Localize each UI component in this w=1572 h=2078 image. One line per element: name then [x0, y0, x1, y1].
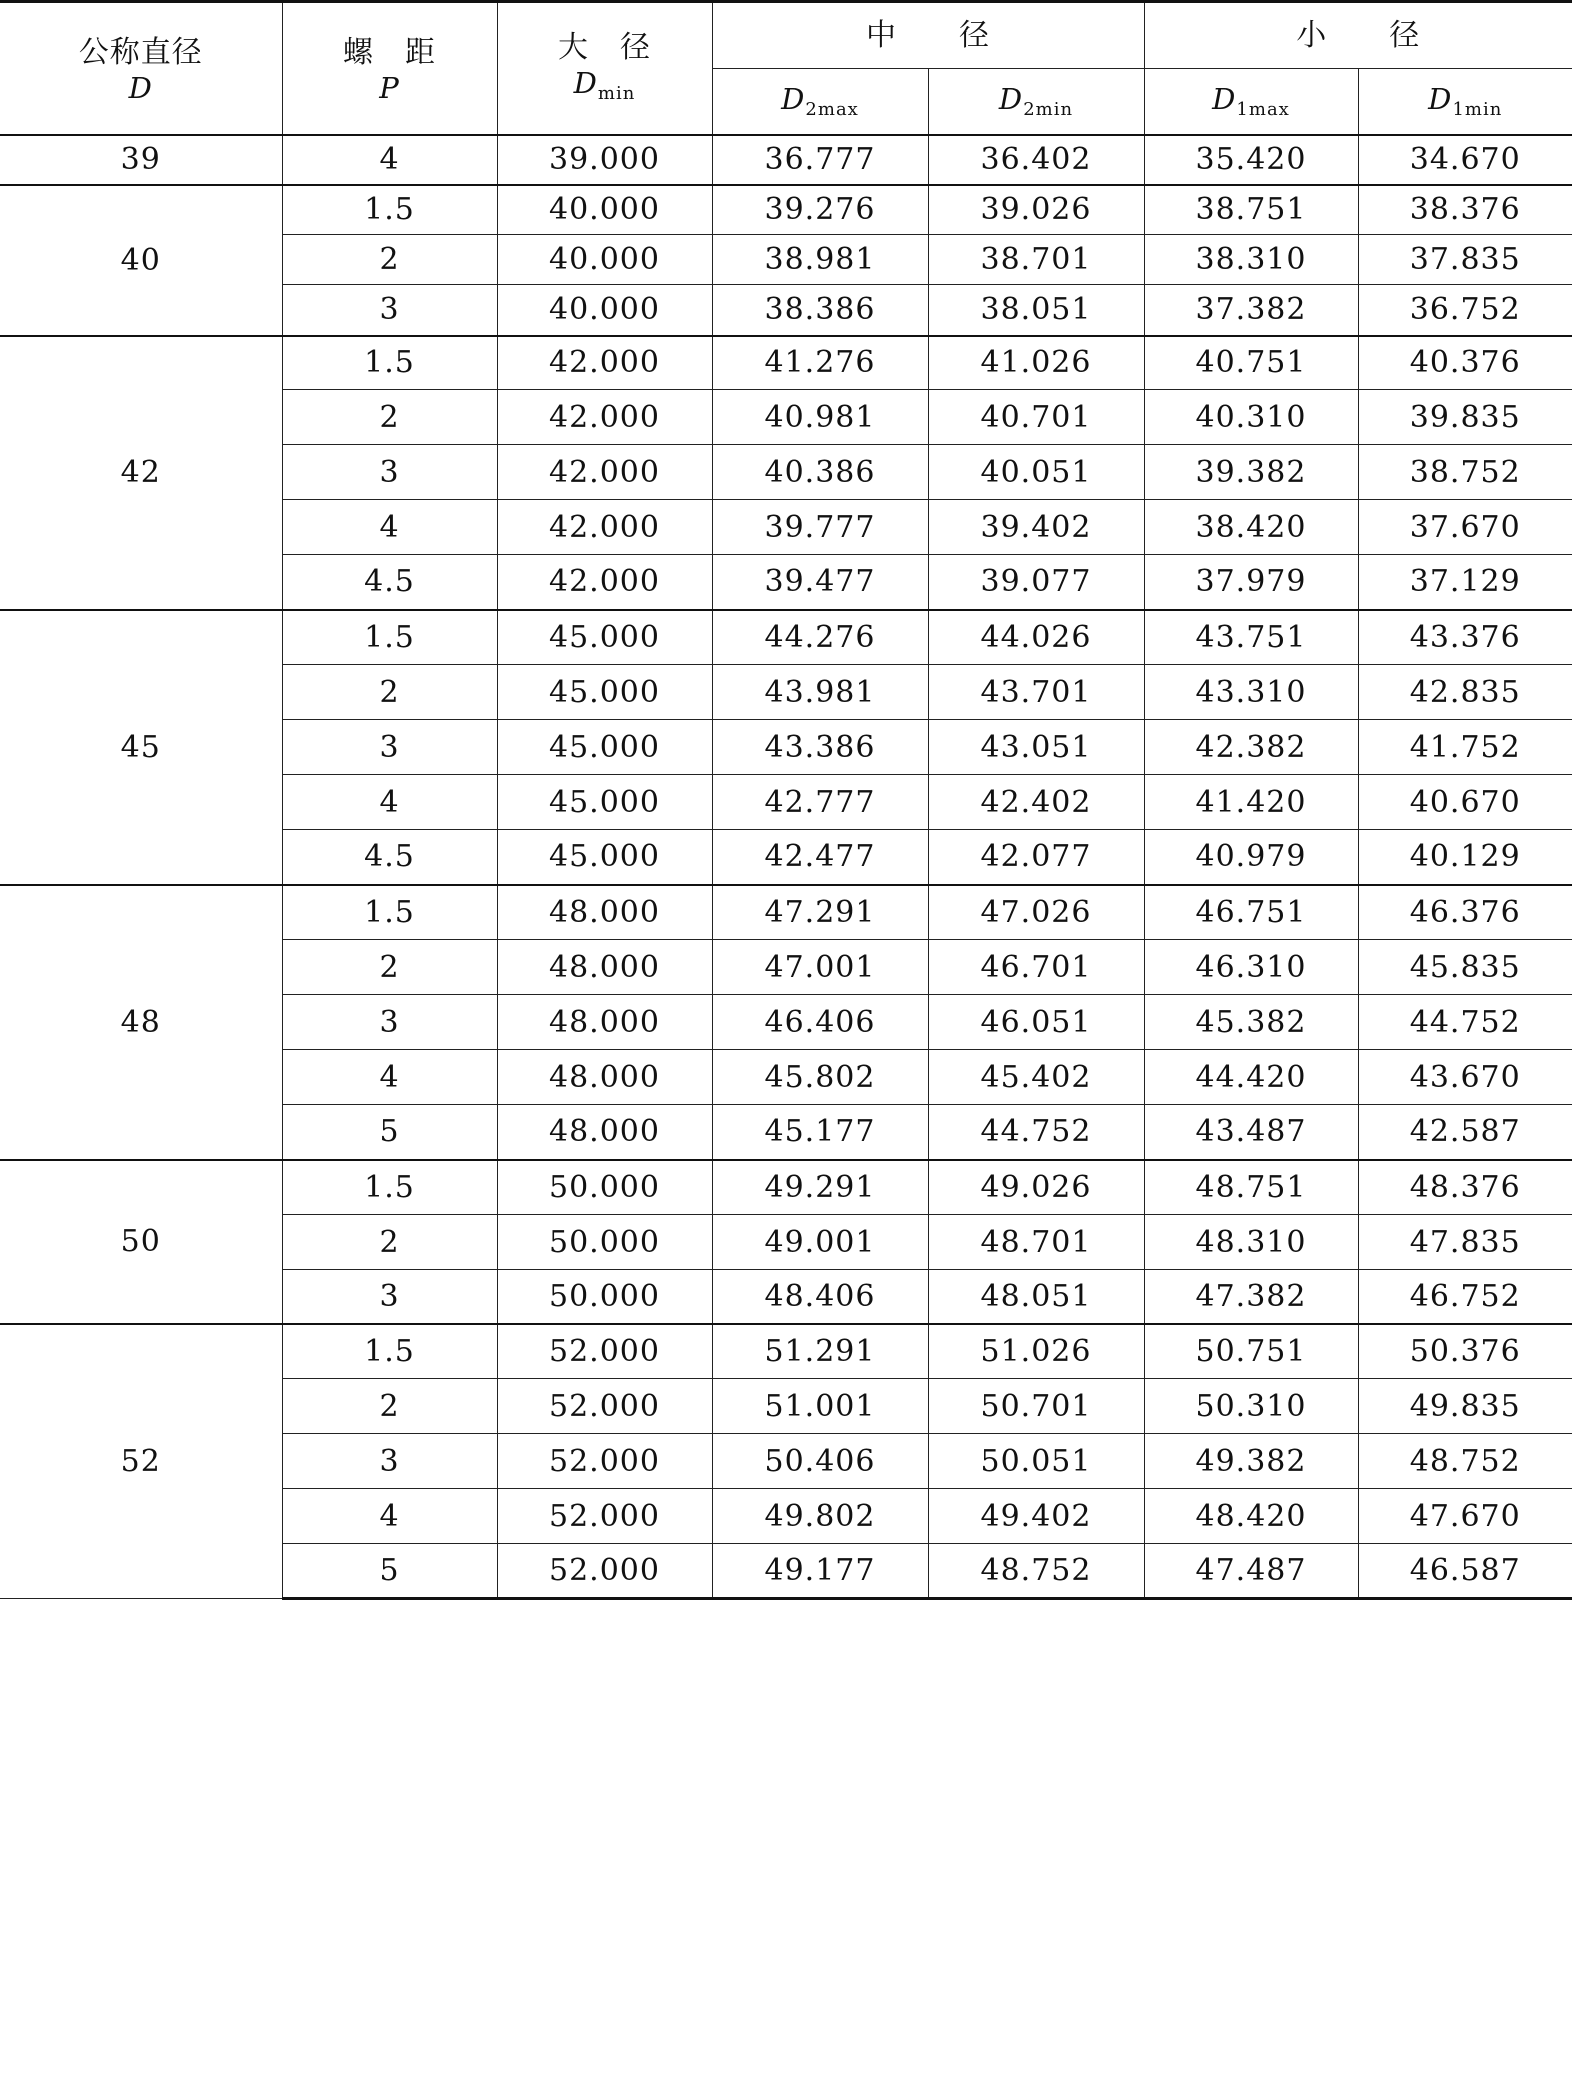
nominal-diameter-cell: 39 — [0, 135, 282, 185]
header-d2max — [712, 69, 928, 135]
major-diameter-cell: 50.000 — [497, 1160, 712, 1215]
header-row-1 — [0, 2, 1572, 69]
d1min-cell: 37.670 — [1358, 500, 1572, 555]
major-diameter-cell: 40.000 — [497, 285, 712, 336]
major-diameter-cell: 52.000 — [497, 1489, 712, 1544]
major-diameter-cell: 42.000 — [497, 445, 712, 500]
nominal-diameter-cell: 45 — [0, 610, 282, 885]
d1max-cell: 43.487 — [1144, 1105, 1358, 1160]
d1max-cell: 47.382 — [1144, 1270, 1358, 1324]
d2max-cell: 36.777 — [712, 135, 928, 185]
d1max-cell: 46.310 — [1144, 940, 1358, 995]
d1max-cell: 43.310 — [1144, 665, 1358, 720]
major-diameter-cell: 45.000 — [497, 720, 712, 775]
major-diameter-cell: 48.000 — [497, 995, 712, 1050]
pitch-cell: 4 — [282, 500, 497, 555]
d2max-cell: 50.406 — [712, 1434, 928, 1489]
pitch-cell: 3 — [282, 995, 497, 1050]
d1max-cell: 46.751 — [1144, 885, 1358, 940]
table-body — [0, 135, 1572, 1599]
table-row — [0, 885, 1572, 940]
d1max-cell: 38.310 — [1144, 235, 1358, 285]
d1max-cell: 40.979 — [1144, 830, 1358, 885]
d2min-cell: 42.402 — [928, 775, 1144, 830]
d1min-cell: 46.376 — [1358, 885, 1572, 940]
d2max-cell: 47.001 — [712, 940, 928, 995]
d1min-cell: 38.752 — [1358, 445, 1572, 500]
d1max-cell: 42.382 — [1144, 720, 1358, 775]
header-pitch-diameter — [712, 2, 1144, 69]
d2max-cell: 42.777 — [712, 775, 928, 830]
major-diameter-cell: 45.000 — [497, 830, 712, 885]
d1max-cell: 35.420 — [1144, 135, 1358, 185]
header-major-diameter-symbol-letter: D — [573, 65, 598, 100]
d1max-cell: 50.751 — [1144, 1324, 1358, 1379]
d2min-cell: 43.051 — [928, 720, 1144, 775]
header-pitch-label: 螺 距 — [343, 35, 436, 71]
d1min-cell: 37.835 — [1358, 235, 1572, 285]
table-row — [0, 610, 1572, 665]
d2min-cell: 46.701 — [928, 940, 1144, 995]
d2max-cell: 49.291 — [712, 1160, 928, 1215]
d1max-cell: 50.310 — [1144, 1379, 1358, 1434]
major-diameter-cell: 52.000 — [497, 1544, 712, 1599]
d2min-cell: 42.077 — [928, 830, 1144, 885]
major-diameter-cell: 48.000 — [497, 1050, 712, 1105]
d1max-cell: 44.420 — [1144, 1050, 1358, 1105]
d2max-cell: 40.981 — [712, 390, 928, 445]
d1max-cell: 48.310 — [1144, 1215, 1358, 1270]
d1min-cell: 44.752 — [1358, 995, 1572, 1050]
pitch-cell: 3 — [282, 1270, 497, 1324]
nominal-diameter-cell: 48 — [0, 885, 282, 1160]
pitch-cell: 2 — [282, 1215, 497, 1270]
d2min-cell: 50.701 — [928, 1379, 1144, 1434]
major-diameter-cell: 52.000 — [497, 1379, 712, 1434]
major-diameter-cell: 52.000 — [497, 1434, 712, 1489]
header-major-diameter-symbol — [498, 65, 712, 109]
major-diameter-cell: 48.000 — [497, 1105, 712, 1160]
d2min-cell: 38.051 — [928, 285, 1144, 336]
major-diameter-cell: 48.000 — [497, 885, 712, 940]
d2min-cell: 40.051 — [928, 445, 1144, 500]
major-diameter-cell: 42.000 — [497, 500, 712, 555]
table-row — [0, 135, 1572, 185]
pitch-cell: 2 — [282, 665, 497, 720]
d2min-cell: 40.701 — [928, 390, 1144, 445]
d1min-cell: 49.835 — [1358, 1379, 1572, 1434]
d1min-cell: 39.835 — [1358, 390, 1572, 445]
d1min-cell: 40.670 — [1358, 775, 1572, 830]
pitch-cell: 3 — [282, 285, 497, 336]
header-d1max-symbol: D — [1212, 82, 1237, 117]
pitch-cell: 3 — [282, 720, 497, 775]
d1max-cell: 39.382 — [1144, 445, 1358, 500]
major-diameter-cell: 42.000 — [497, 336, 712, 390]
header-d1max — [1144, 69, 1358, 135]
pitch-cell: 3 — [282, 1434, 497, 1489]
d1max-cell: 47.487 — [1144, 1544, 1358, 1599]
d2min-cell: 48.051 — [928, 1270, 1144, 1324]
d2min-cell: 44.026 — [928, 610, 1144, 665]
header-major-diameter-label: 大 径 — [558, 29, 651, 65]
d2max-cell: 49.177 — [712, 1544, 928, 1599]
d2min-cell: 36.402 — [928, 135, 1144, 185]
major-diameter-cell: 50.000 — [497, 1215, 712, 1270]
d1min-cell: 48.752 — [1358, 1434, 1572, 1489]
d1min-cell: 42.835 — [1358, 665, 1572, 720]
nominal-diameter-cell: 50 — [0, 1160, 282, 1324]
header-nominal-diameter-label: 公称直径 — [78, 35, 203, 71]
d1min-cell: 46.587 — [1358, 1544, 1572, 1599]
d2min-cell: 46.051 — [928, 995, 1144, 1050]
major-diameter-cell: 40.000 — [497, 185, 712, 235]
header-d2min-subscript: 2min — [1023, 99, 1074, 121]
pitch-cell: 1.5 — [282, 1324, 497, 1379]
header-d1min-subscript: 1min — [1452, 99, 1503, 121]
d1min-cell: 43.670 — [1358, 1050, 1572, 1105]
header-major-diameter — [497, 2, 712, 135]
d1min-cell: 38.376 — [1358, 185, 1572, 235]
d2max-cell: 51.001 — [712, 1379, 928, 1434]
major-diameter-cell: 45.000 — [497, 610, 712, 665]
d2min-cell: 39.402 — [928, 500, 1144, 555]
table-row — [0, 185, 1572, 235]
d1min-cell: 48.376 — [1358, 1160, 1572, 1215]
d2min-cell: 39.026 — [928, 185, 1144, 235]
table-row — [0, 1160, 1572, 1215]
d2min-cell: 50.051 — [928, 1434, 1144, 1489]
table-row — [0, 336, 1572, 390]
d1max-cell: 48.751 — [1144, 1160, 1358, 1215]
d2min-cell: 49.026 — [928, 1160, 1144, 1215]
pitch-cell: 4 — [282, 1489, 497, 1544]
d2max-cell: 39.477 — [712, 555, 928, 610]
d2max-cell: 38.386 — [712, 285, 928, 336]
pitch-cell: 1.5 — [282, 885, 497, 940]
header-major-diameter-subscript: min — [597, 82, 636, 104]
header-pitch-symbol: P — [379, 71, 400, 106]
pitch-cell: 4 — [282, 135, 497, 185]
d1max-cell: 43.751 — [1144, 610, 1358, 665]
d2min-cell: 49.402 — [928, 1489, 1144, 1544]
pitch-cell: 4.5 — [282, 555, 497, 610]
d1min-cell: 41.752 — [1358, 720, 1572, 775]
d2max-cell: 45.177 — [712, 1105, 928, 1160]
d2max-cell: 44.276 — [712, 610, 928, 665]
d1max-cell: 49.382 — [1144, 1434, 1358, 1489]
d1max-cell: 48.420 — [1144, 1489, 1358, 1544]
d2min-cell: 45.402 — [928, 1050, 1144, 1105]
d2min-cell: 47.026 — [928, 885, 1144, 940]
pitch-cell: 4.5 — [282, 830, 497, 885]
major-diameter-cell: 48.000 — [497, 940, 712, 995]
pitch-cell: 1.5 — [282, 1160, 497, 1215]
d2min-cell: 39.077 — [928, 555, 1144, 610]
major-diameter-cell: 42.000 — [497, 390, 712, 445]
major-diameter-cell: 45.000 — [497, 665, 712, 720]
d1min-cell: 42.587 — [1358, 1105, 1572, 1160]
header-minor-diameter-label: 小 径 — [1296, 17, 1421, 53]
d1min-cell: 40.129 — [1358, 830, 1572, 885]
major-diameter-cell: 45.000 — [497, 775, 712, 830]
d2max-cell: 46.406 — [712, 995, 928, 1050]
d1max-cell: 45.382 — [1144, 995, 1358, 1050]
d2max-cell: 43.386 — [712, 720, 928, 775]
header-d1min — [1358, 69, 1572, 135]
pitch-cell: 5 — [282, 1544, 497, 1599]
d2max-cell: 43.981 — [712, 665, 928, 720]
d1max-cell: 38.751 — [1144, 185, 1358, 235]
d2max-cell: 39.276 — [712, 185, 928, 235]
header-pitch — [282, 2, 497, 135]
d2min-cell: 51.026 — [928, 1324, 1144, 1379]
pitch-cell: 3 — [282, 445, 497, 500]
header-d1max-subscript: 1max — [1236, 99, 1290, 121]
nominal-diameter-cell: 52 — [0, 1324, 282, 1599]
pitch-cell: 1.5 — [282, 610, 497, 665]
major-diameter-cell: 52.000 — [497, 1324, 712, 1379]
pitch-cell: 2 — [282, 235, 497, 285]
header-d2max-subscript: 2max — [805, 99, 859, 121]
pitch-cell: 2 — [282, 940, 497, 995]
d2max-cell: 48.406 — [712, 1270, 928, 1324]
d1min-cell: 34.670 — [1358, 135, 1572, 185]
nominal-diameter-cell: 42 — [0, 336, 282, 610]
d1min-cell: 47.670 — [1358, 1489, 1572, 1544]
d1min-cell: 43.376 — [1358, 610, 1572, 665]
d1min-cell: 40.376 — [1358, 336, 1572, 390]
header-d2min-symbol: D — [998, 82, 1024, 117]
d2min-cell: 43.701 — [928, 665, 1144, 720]
d2max-cell: 40.386 — [712, 445, 928, 500]
header-pitch-diameter-label: 中 径 — [866, 17, 990, 53]
pitch-cell: 4 — [282, 775, 497, 830]
d1min-cell: 50.376 — [1358, 1324, 1572, 1379]
d1max-cell: 38.420 — [1144, 500, 1358, 555]
d2max-cell: 49.802 — [712, 1489, 928, 1544]
d2max-cell: 47.291 — [712, 885, 928, 940]
pitch-cell: 1.5 — [282, 185, 497, 235]
d2min-cell: 48.701 — [928, 1215, 1144, 1270]
major-diameter-cell: 50.000 — [497, 1270, 712, 1324]
d1min-cell: 45.835 — [1358, 940, 1572, 995]
d2max-cell: 51.291 — [712, 1324, 928, 1379]
major-diameter-cell: 39.000 — [497, 135, 712, 185]
major-diameter-cell: 42.000 — [497, 555, 712, 610]
d2max-cell: 45.802 — [712, 1050, 928, 1105]
d2max-cell: 39.777 — [712, 500, 928, 555]
d2max-cell: 49.001 — [712, 1215, 928, 1270]
header-nominal-diameter — [0, 2, 282, 135]
d2max-cell: 38.981 — [712, 235, 928, 285]
d1min-cell: 47.835 — [1358, 1215, 1572, 1270]
header-d1min-symbol: D — [1428, 82, 1453, 117]
d2min-cell: 48.752 — [928, 1544, 1144, 1599]
header-nominal-diameter-symbol: D — [128, 71, 153, 106]
d2max-cell: 41.276 — [712, 336, 928, 390]
header-d2min — [928, 69, 1144, 135]
d1max-cell: 41.420 — [1144, 775, 1358, 830]
pitch-cell: 5 — [282, 1105, 497, 1160]
pitch-cell: 1.5 — [282, 336, 497, 390]
nominal-diameter-cell: 40 — [0, 185, 282, 336]
header-d2max-symbol: D — [781, 82, 806, 117]
table-row — [0, 1324, 1572, 1379]
header-minor-diameter — [1144, 2, 1572, 69]
d2min-cell: 44.752 — [928, 1105, 1144, 1160]
d1max-cell: 37.979 — [1144, 555, 1358, 610]
pitch-cell: 4 — [282, 1050, 497, 1105]
d1max-cell: 40.310 — [1144, 390, 1358, 445]
d1min-cell: 36.752 — [1358, 285, 1572, 336]
d1min-cell: 37.129 — [1358, 555, 1572, 610]
d2max-cell: 42.477 — [712, 830, 928, 885]
d2min-cell: 41.026 — [928, 336, 1144, 390]
pitch-cell: 2 — [282, 390, 497, 445]
d1max-cell: 37.382 — [1144, 285, 1358, 336]
major-diameter-cell: 40.000 — [497, 235, 712, 285]
d2min-cell: 38.701 — [928, 235, 1144, 285]
d1max-cell: 40.751 — [1144, 336, 1358, 390]
d1min-cell: 46.752 — [1358, 1270, 1572, 1324]
pitch-cell: 2 — [282, 1379, 497, 1434]
